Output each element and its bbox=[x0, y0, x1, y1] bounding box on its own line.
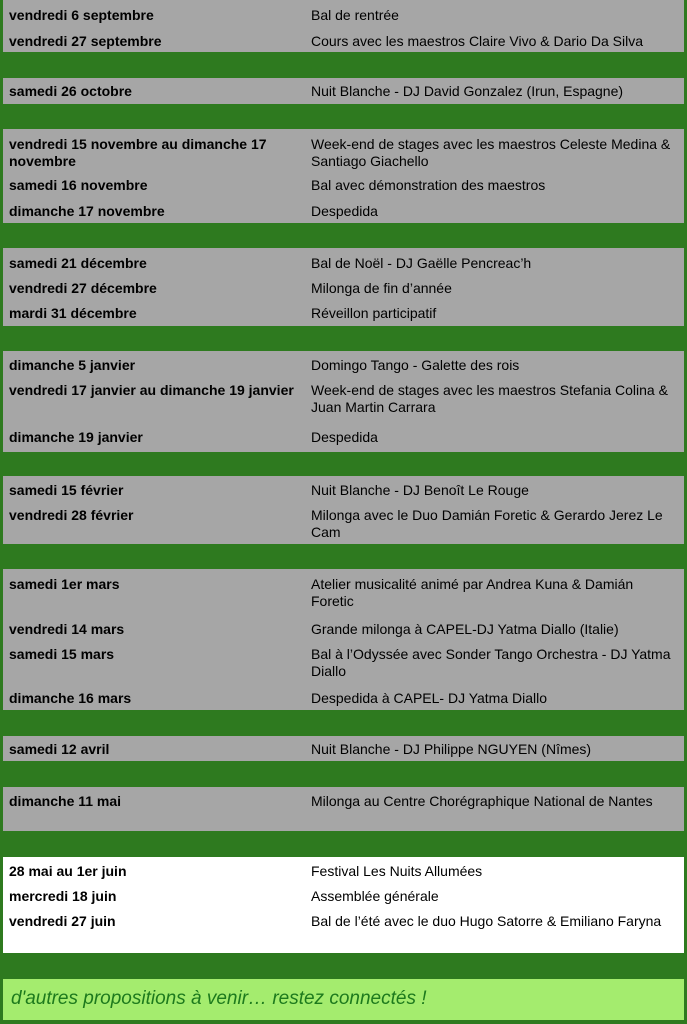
schedule-group-upcoming bbox=[3, 857, 684, 953]
event-title: Milonga avec le Duo Damián Foretic & Gerardo Jerez Le Cam bbox=[311, 507, 663, 540]
event-title: Week-end de stages avec les maestros Stefania Colina & Juan Martin Carrara bbox=[311, 382, 668, 415]
event-title: Nuit Blanche - DJ David Gonzalez (Irun, Espagne) bbox=[311, 83, 624, 99]
event-title: Despedida à CAPEL- DJ Yatma Diallo bbox=[311, 690, 548, 706]
event-date: dimanche 19 janvier bbox=[9, 429, 143, 445]
event-title: Week-end de stages avec les maestros Celeste Medina & Santiago Giachello bbox=[311, 136, 671, 169]
schedule-group-octobre bbox=[3, 78, 684, 104]
footer-banner bbox=[3, 979, 684, 1020]
event-date: vendredi 28 février bbox=[9, 507, 134, 523]
event-title: Réveillon participatif bbox=[311, 305, 437, 321]
event-title: Milonga de fin d’année bbox=[311, 280, 452, 296]
event-date: vendredi 6 septembre bbox=[9, 7, 154, 23]
event-title: Nuit Blanche - DJ Benoît Le Rouge bbox=[311, 482, 529, 498]
schedule-group-fevrier bbox=[3, 476, 684, 544]
schedule-group-novembre bbox=[3, 129, 684, 223]
event-date: samedi 21 décembre bbox=[9, 255, 147, 271]
event-date: vendredi 17 janvier au dimanche 19 janvier bbox=[9, 382, 294, 398]
event-title: Domingo Tango - Galette des rois bbox=[311, 357, 520, 373]
event-date: samedi 26 octobre bbox=[9, 83, 132, 99]
event-title: Assemblée générale bbox=[311, 888, 439, 904]
schedule-group-septembre bbox=[3, 0, 684, 52]
event-date: vendredi 27 décembre bbox=[9, 280, 157, 296]
event-date: samedi 16 novembre bbox=[9, 177, 148, 193]
event-date: vendredi 27 juin bbox=[9, 913, 116, 929]
event-date: samedi 12 avril bbox=[9, 741, 110, 757]
event-title: Grande milonga à CAPEL-DJ Yatma Diallo (Italie) bbox=[311, 621, 619, 637]
event-date: samedi 15 février bbox=[9, 482, 124, 498]
event-title: Festival Les Nuits Allumées bbox=[311, 863, 483, 879]
event-date: dimanche 11 mai bbox=[9, 793, 122, 809]
schedule-group-mai bbox=[3, 787, 684, 831]
event-title: Nuit Blanche - DJ Philippe NGUYEN (Nîmes) bbox=[311, 741, 592, 757]
event-title: Bal avec démonstration des maestros bbox=[311, 177, 546, 193]
event-title: Atelier musicalité animé par Andrea Kuna & Damián Foretic bbox=[311, 576, 634, 609]
event-title: Bal de l’été avec le duo Hugo Satorre & Emiliano Faryna bbox=[311, 913, 662, 929]
event-date: dimanche 5 janvier bbox=[9, 357, 136, 373]
schedule-group-mars bbox=[3, 569, 684, 710]
event-date: vendredi 15 novembre au dimanche 17 novembre bbox=[9, 136, 267, 169]
event-title: Bal de Noël - DJ Gaëlle Pencreac’h bbox=[311, 255, 532, 271]
schedule-group-janvier bbox=[3, 351, 684, 452]
event-date: dimanche 17 novembre bbox=[9, 203, 165, 219]
event-title: Despedida bbox=[311, 429, 378, 445]
event-date: 28 mai au 1er juin bbox=[9, 863, 127, 879]
footer-text: d'autres propositions à venir… restez connectés ! bbox=[11, 988, 427, 1009]
event-date: mercredi 18 juin bbox=[9, 888, 117, 904]
event-date: vendredi 14 mars bbox=[9, 621, 125, 637]
event-date: samedi 1er mars bbox=[9, 576, 120, 592]
event-date: dimanche 16 mars bbox=[9, 690, 132, 706]
event-title: Despedida bbox=[311, 203, 378, 219]
event-title: Milonga au Centre Chorégraphique National de Nantes bbox=[311, 793, 653, 809]
event-title: Cours avec les maestros Claire Vivo & Dario Da Silva bbox=[311, 33, 643, 49]
event-date: samedi 15 mars bbox=[9, 646, 115, 662]
schedule-group-avril bbox=[3, 736, 684, 761]
event-title: Bal à l’Odyssée avec Sonder Tango Orchestra - DJ Yatma Diallo bbox=[311, 646, 671, 679]
event-date: vendredi 27 septembre bbox=[9, 33, 162, 49]
schedule-group-decembre bbox=[3, 248, 684, 326]
event-title: Bal de rentrée bbox=[311, 7, 399, 23]
event-date: mardi 31 décembre bbox=[9, 305, 137, 321]
